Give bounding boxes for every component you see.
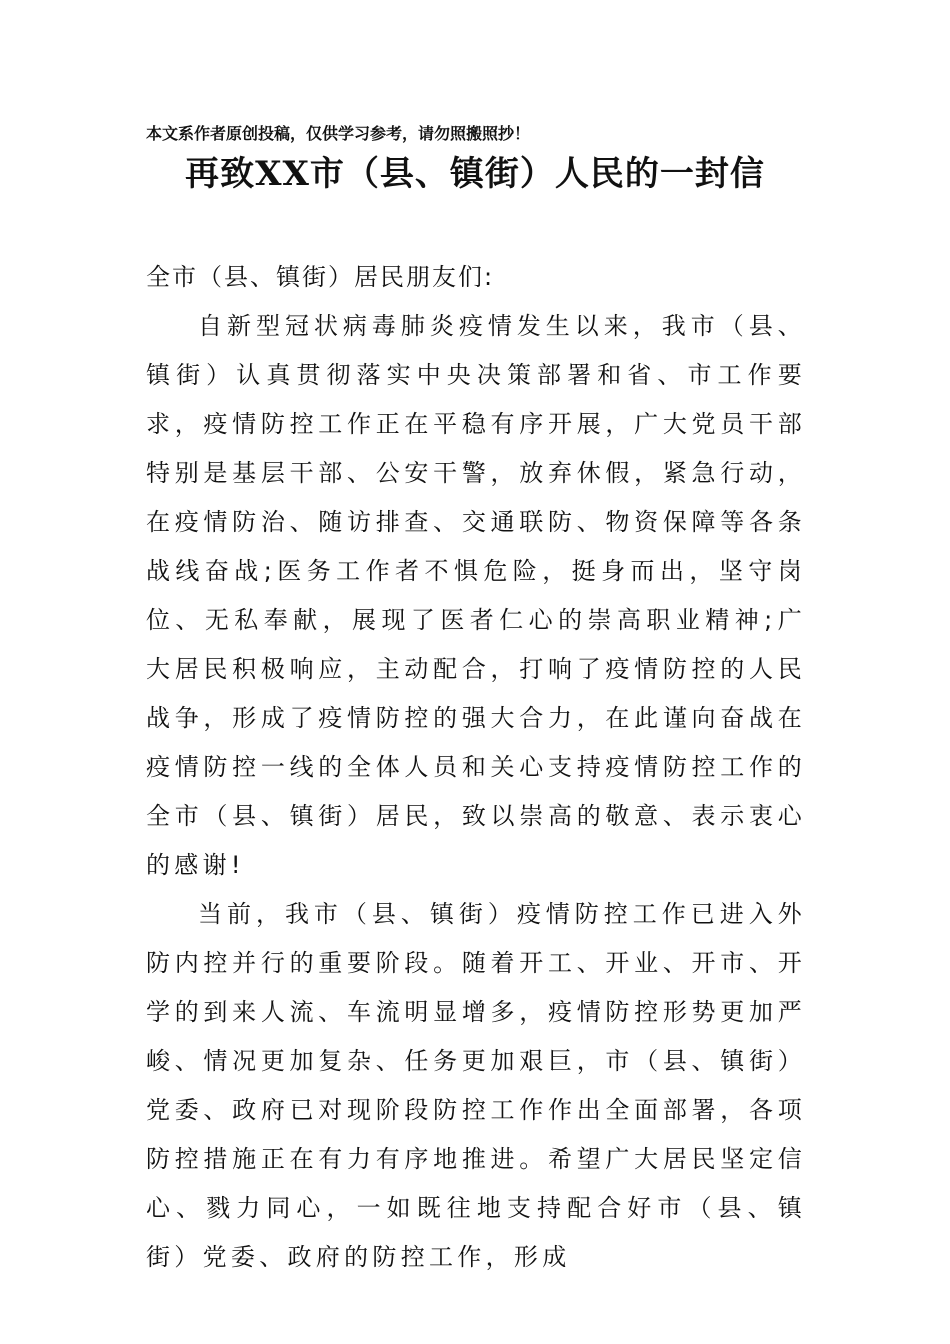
letter-body [146,253,806,1282]
document-title: 再致XX市（县、镇街）人民的一封信 [185,154,765,194]
paragraph-2: 当前，我市（县、镇街）疫情防控工作已进入外防内控并行的重要阶段。随着开工、开业、开市、开学的到来人流、车流明显增多，疫情防控形势更加严峻、情况更加复杂、任务更加艰巨，市（县、镇街）党委、政府已对现阶段防控工作作出全面部署，各项防控措施正在有力有序地推进。希望广大居民坚定信心、戮力同心，一如既往地支持配合好市（县、镇街）党委、政府的防控工作，形成 [146,900,806,1271]
paragraph-1: 自新型冠状病毒肺炎疫情发生以来，我市（县、镇街）认真贯彻落实中央决策部署和省、市工作要求，疫情防控工作正在平稳有序开展，广大党员干部特别是基层干部、公安干警，放弃休假，紧急行动，在疫情防治、随访排查、交通联防、物资保障等各条战线奋战;医务工作者不惧危险，挺身而出，坚守岗位、无私奉献，展现了医者仁心的崇高职业精神;广大居民积极响应，主动配合，打响了疫情防控的人民战争，形成了疫情防控的强大合力，在此谨向奋战在疫情防控一线的全体人员和关心支持疫情防控工作的全市（县、镇街）居民，致以崇高的敬意、表示衷心的感谢! [146,312,806,879]
salutation: 全市（县、镇街）居民朋友们: [146,263,495,291]
copyright-notice: 本文系作者原创投稿，仅供学习参考，请勿照搬照抄！ [146,124,531,143]
